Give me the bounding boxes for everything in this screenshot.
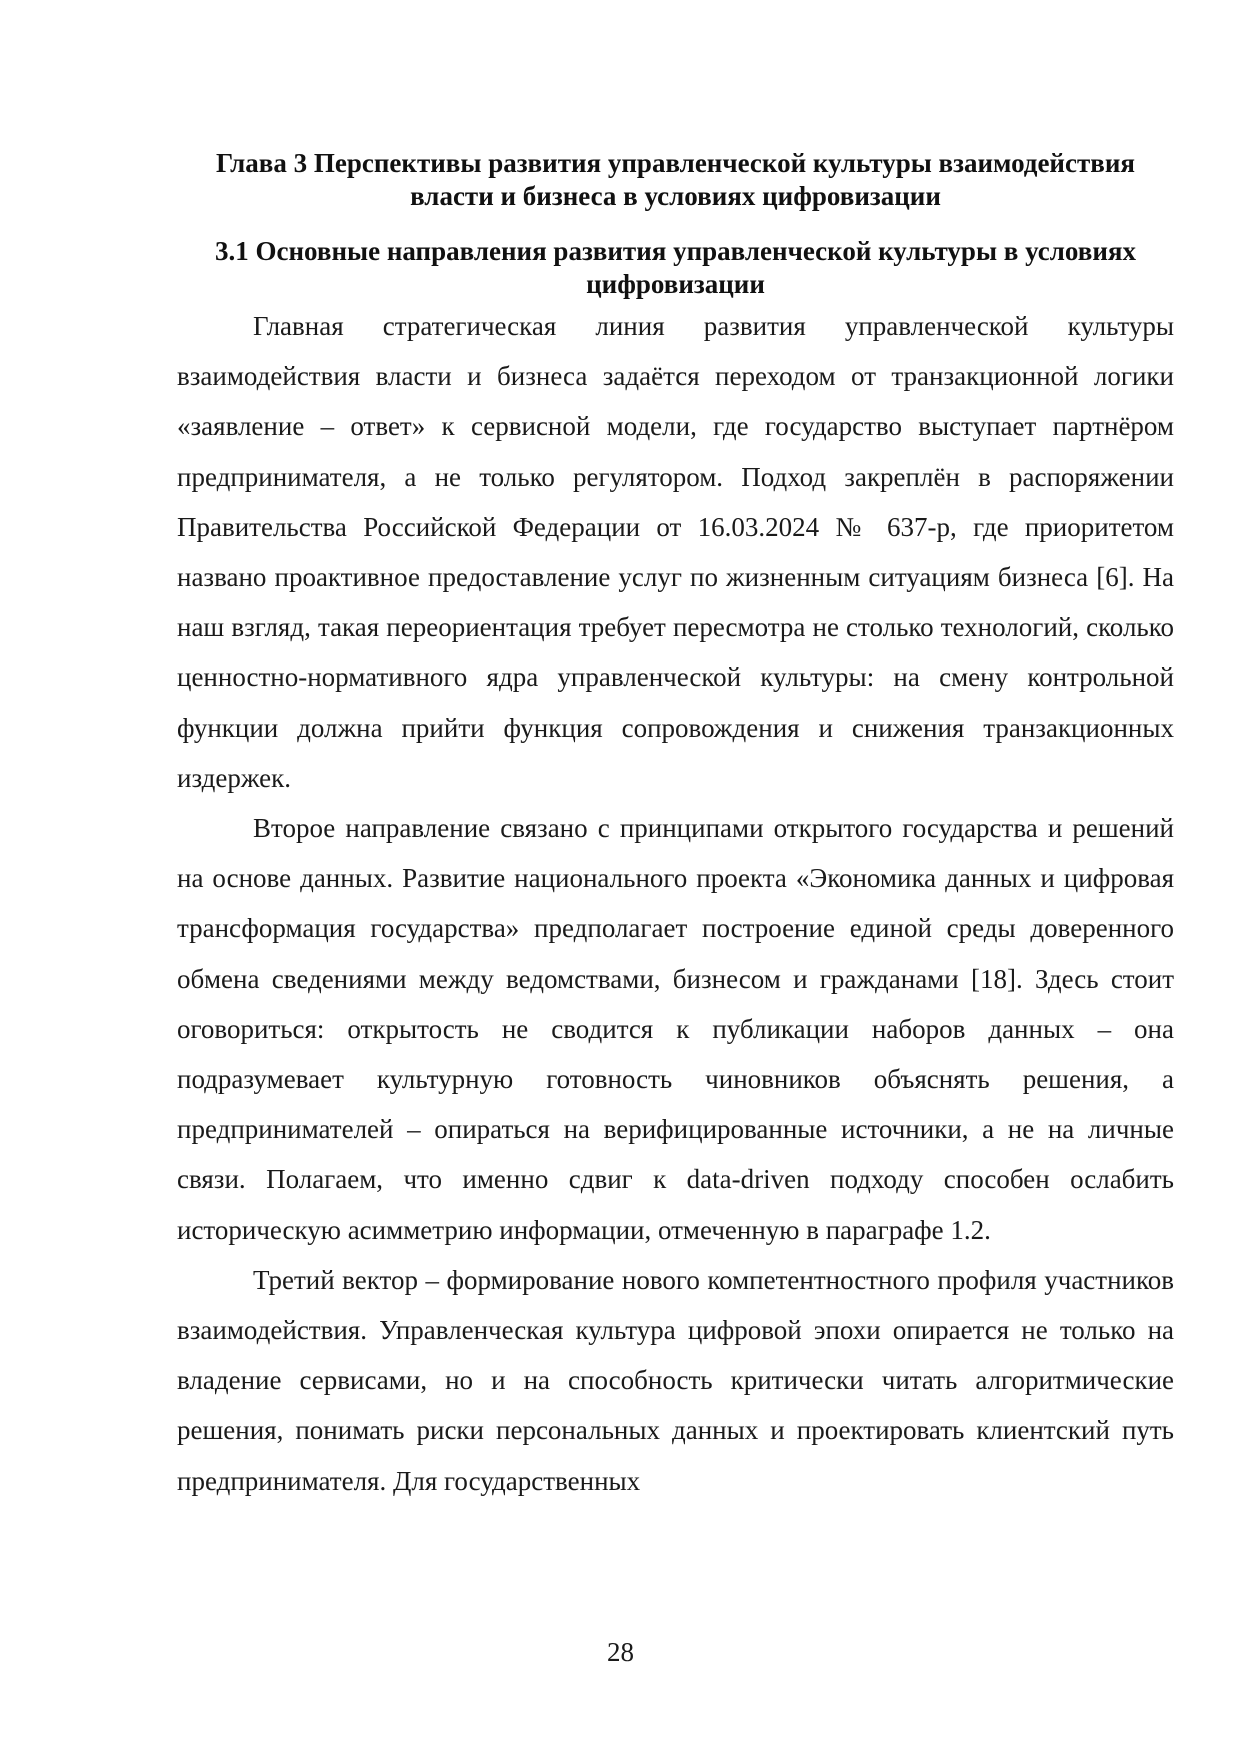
page-number: 28 (607, 1637, 634, 1667)
paragraph-1: Главная стратегическая линия развития управленческой культуры взаимодействия власти и бизнеса задаётся переходом от транзакционной логики «заявление – ответ» к сервисной модели, где государство выступает партнёром предпринимателя, а не только регулятором. Подход закреплён в распоряжении Правительства Российской Федерации от 16.03.2024 № 637-р, где приоритетом названо проактивное предоставление услуг по жизненным ситуациям бизнеса [6]. На наш взгляд, такая переориентация требует пересмотра не столько технологий, сколько ценностно-нормативного ядра управленческой культуры: на смену контрольной функции должна прийти функция сопровождения и снижения транзакционных издержек. (177, 311, 1174, 793)
chapter-title: Глава 3 Перспективы развития управленческой культуры взаимодействия власти и бизнеса в условиях цифровизации (216, 148, 1135, 211)
section-title: 3.1 Основные направления развития управленческой культуры в условиях цифровизации (215, 236, 1136, 299)
page-content (177, 147, 1174, 1506)
paragraph-2: Второе направление связано с принципами открытого государства и решений на основе данных. Развитие национального проекта «Экономика данных и цифровая трансформация государства» предполагает построение единой среды доверенного обмена сведениями между ведомствами, бизнесом и гражданами [18]. Здесь стоит оговориться: открытость не сводится к публикации наборов данных – она подразумевает культурную готовность чиновников объяснять решения, а предпринимателей – опираться на верифицированные источники, а не на личные связи. Полагаем, что именно сдвиг к data-driven подходу способен ослабить историческую асимметрию информации, отмеченную в параграфе 1.2. (177, 813, 1174, 1245)
paragraph-3: Третий вектор – формирование нового компетентностного профиля участников взаимодействия. Управленческая культура цифровой эпохи опирается не только на владение сервисами, но и на способность критически читать алгоритмические решения, понимать риски персональных данных и проектировать клиентский путь предпринимателя. Для государственных (177, 1264, 1174, 1496)
